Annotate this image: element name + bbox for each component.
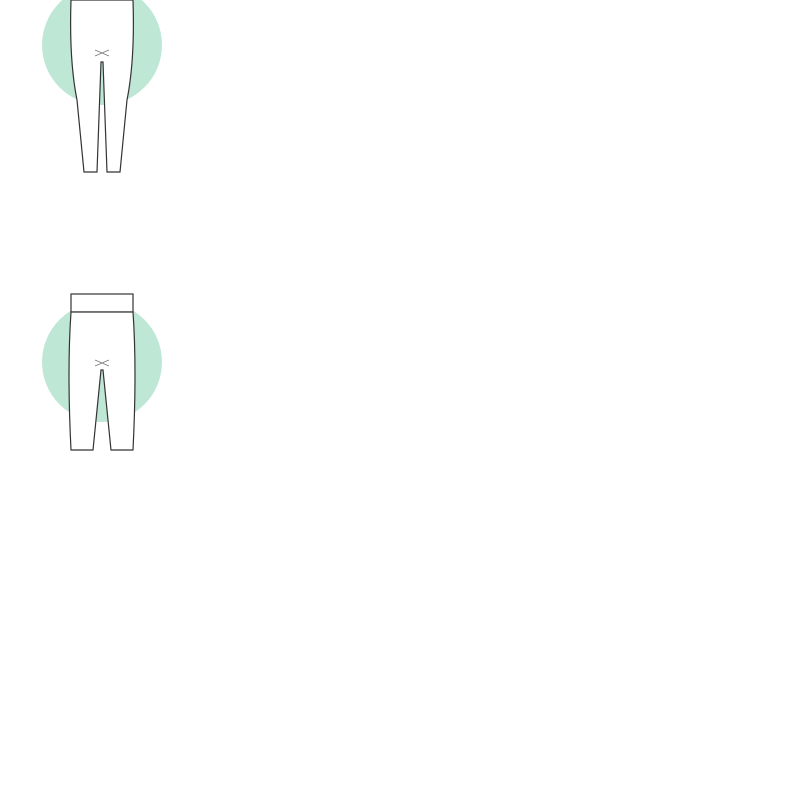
leggings-icon: [35, 0, 170, 180]
right-column: [198, 0, 798, 800]
left-column: [0, 0, 195, 800]
view-b-illustration: [35, 290, 170, 470]
yoga-pants-icon: [35, 290, 170, 470]
view-a-illustration: [35, 0, 170, 180]
barcode: [8, 620, 160, 732]
barcode-icon: [8, 620, 160, 718]
